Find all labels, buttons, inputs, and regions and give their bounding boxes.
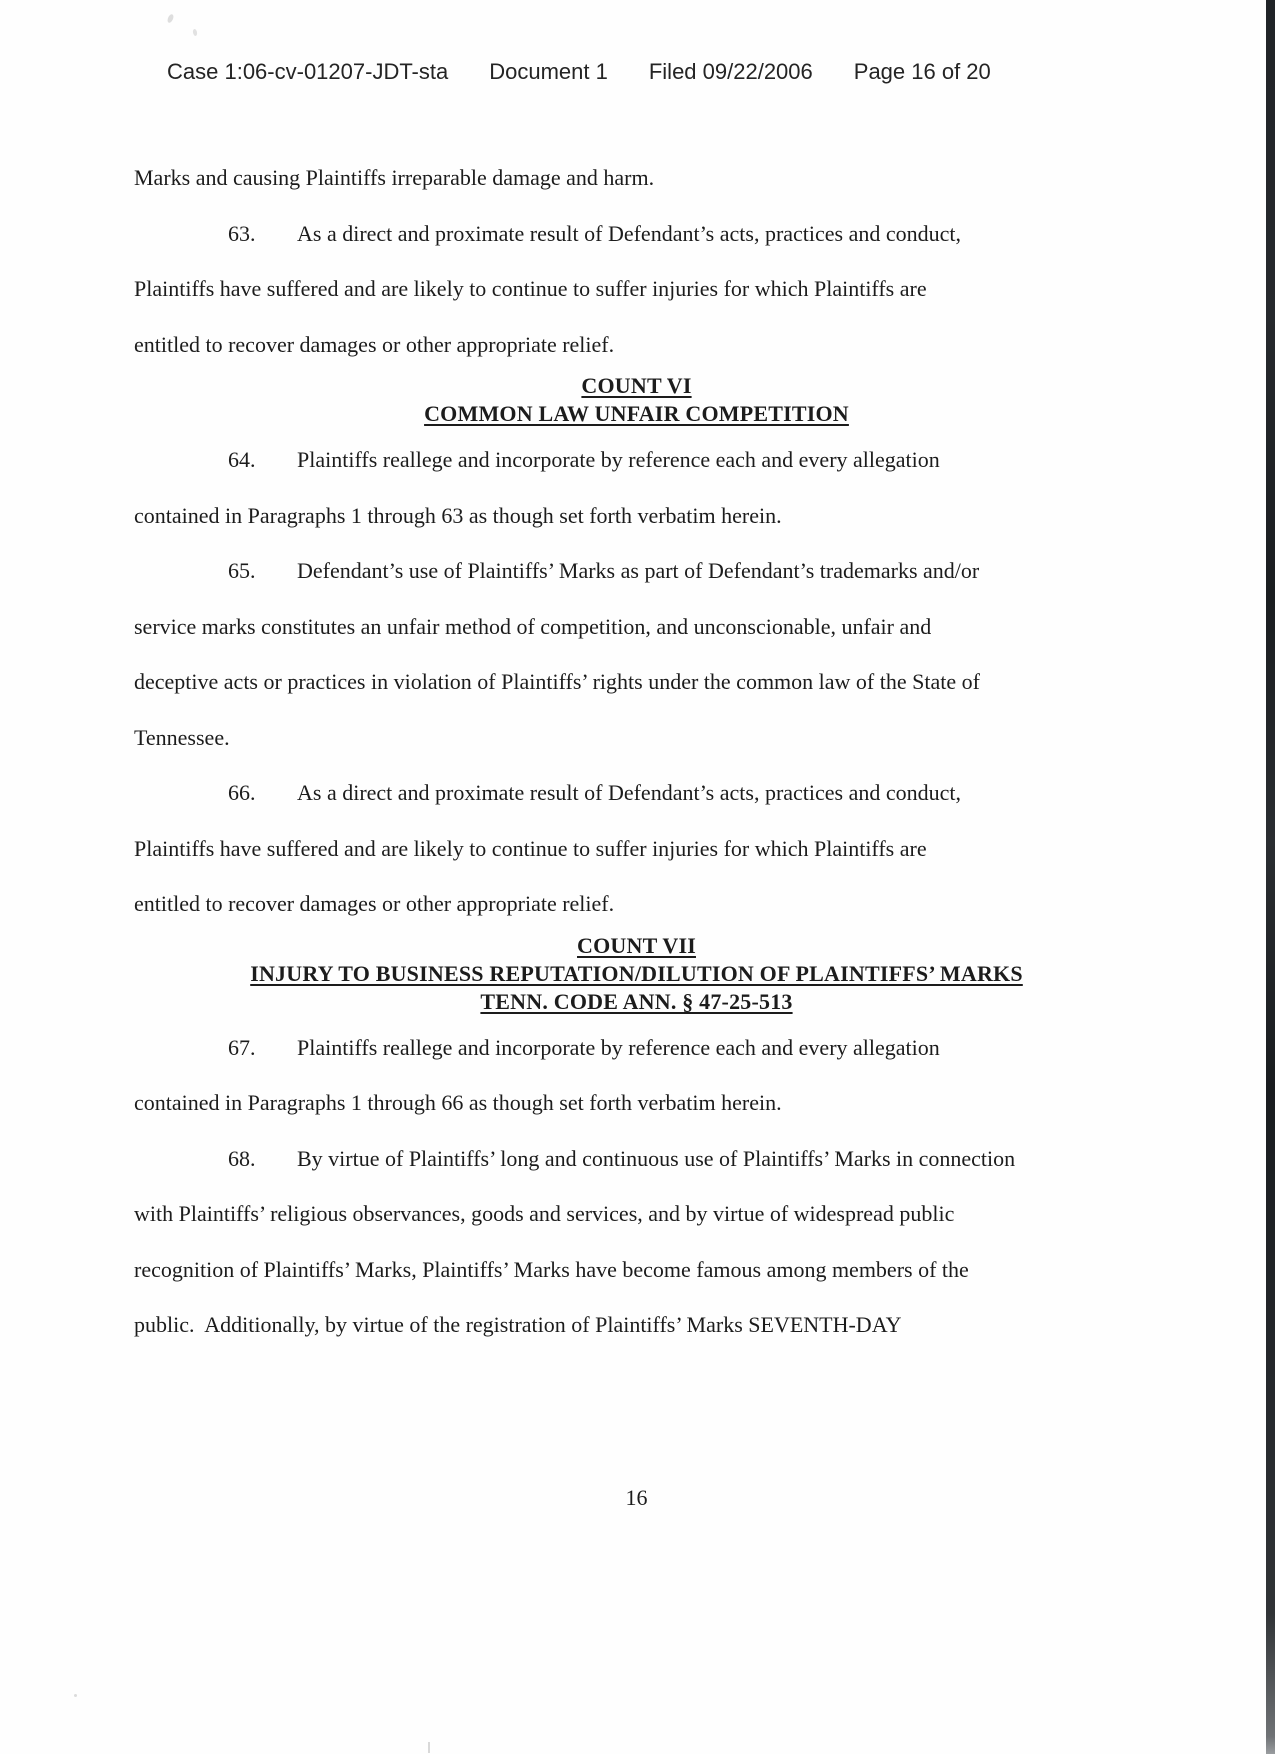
numbered-paragraph-line xyxy=(134,1020,1139,1076)
numbered-paragraph-line xyxy=(134,1131,1139,1187)
document-text-line: contained in Paragraphs 1 through 63 as though set forth verbatim herein. xyxy=(134,502,782,528)
page-number: 16 xyxy=(625,1485,648,1510)
document-text-line: deceptive acts or practices in violation of Plaintiffs’ rights under the common law of the State of xyxy=(134,669,980,694)
section-heading-line: TENN. CODE ANN. § 47-25-513 xyxy=(480,988,793,1014)
document-text-line: contained in Paragraphs 1 through 66 as though set forth verbatim herein. xyxy=(134,1090,782,1115)
document-text-line: entitled to recover damages or other appropriate relief. xyxy=(134,331,615,357)
paragraph-number: 66. xyxy=(228,780,256,805)
paragraph-text: As a direct and proximate result of Defendant’s acts, practices and conduct, xyxy=(297,220,962,246)
document-text-line: with Plaintiffs’ religious observances, goods and services, and by virtue of widespread public xyxy=(134,1201,955,1226)
numbered-paragraph-line xyxy=(134,432,1139,488)
header-page-of: Page 16 of 20 xyxy=(853,59,991,84)
paragraph-number: 63. xyxy=(228,220,256,246)
section-heading-line: INJURY TO BUSINESS REPUTATION/DILUTION OF PLAINTIFFS’ MARKS xyxy=(250,960,1023,986)
scan-speck xyxy=(428,1742,430,1753)
document-text-line: recognition of Plaintiffs’ Marks, Plaintiffs’ Marks have become famous among members of the xyxy=(134,1256,969,1282)
numbered-paragraph-line xyxy=(134,543,1139,599)
paragraph-text: Plaintiffs reallege and incorporate by reference each and every allegation xyxy=(297,1034,940,1060)
header-case-number: Case 1:06-cv-01207-JDT-sta xyxy=(167,59,449,84)
section-heading-line: COUNT VI xyxy=(581,373,692,398)
paragraph-number: 67. xyxy=(228,1034,256,1060)
numbered-paragraph-line xyxy=(134,206,1139,262)
paragraph-number: 64. xyxy=(228,447,256,472)
document-text-line: service marks constitutes an unfair method of competition, and unconscionable, unfair and xyxy=(134,613,932,639)
paragraph-text: By virtue of Plaintiffs’ long and continuous use of Plaintiffs’ Marks in connection xyxy=(297,1145,1016,1171)
section-heading-line: COMMON LAW UNFAIR COMPETITION xyxy=(424,401,849,426)
document-text-line: entitled to recover damages or other appropriate relief. xyxy=(134,891,615,916)
document-text-line: Marks and causing Plaintiffs irreparable damage and harm. xyxy=(134,165,655,190)
paragraph-number: 65. xyxy=(228,558,256,583)
scan-speck xyxy=(166,13,174,23)
numbered-paragraph-line xyxy=(134,765,1139,821)
scan-edge-artifact xyxy=(1266,0,1275,1754)
paragraph-text: Plaintiffs reallege and incorporate by reference each and every allegation xyxy=(297,447,940,472)
paragraph-text: Defendant’s use of Plaintiffs’ Marks as part of Defendant’s trademarks and/or xyxy=(297,558,980,583)
header-filed-date: Filed 09/22/2006 xyxy=(648,59,813,84)
document-body xyxy=(134,150,1139,1353)
scan-speck xyxy=(192,29,197,37)
section-heading-line: COUNT VII xyxy=(577,932,696,958)
paragraph-number: 68. xyxy=(228,1145,256,1171)
document-text-line: Plaintiffs have suffered and are likely to continue to suffer injuries for which Plaintiffs are xyxy=(134,276,927,301)
scan-speck xyxy=(74,1694,77,1697)
paragraph-text: As a direct and proximate result of Defendant’s acts, practices and conduct, xyxy=(297,780,962,805)
case-stamp-header xyxy=(167,59,991,85)
document-text-line: Plaintiffs have suffered and are likely to continue to suffer injuries for which Plaintiffs are xyxy=(134,835,927,861)
document-text-line: public. Additionally, by virtue of the registration of Plaintiffs’ Marks SEVENTH-DAY xyxy=(134,1312,902,1337)
document-text-line: Tennessee. xyxy=(134,724,230,750)
header-document-label: Document 1 xyxy=(489,59,608,84)
